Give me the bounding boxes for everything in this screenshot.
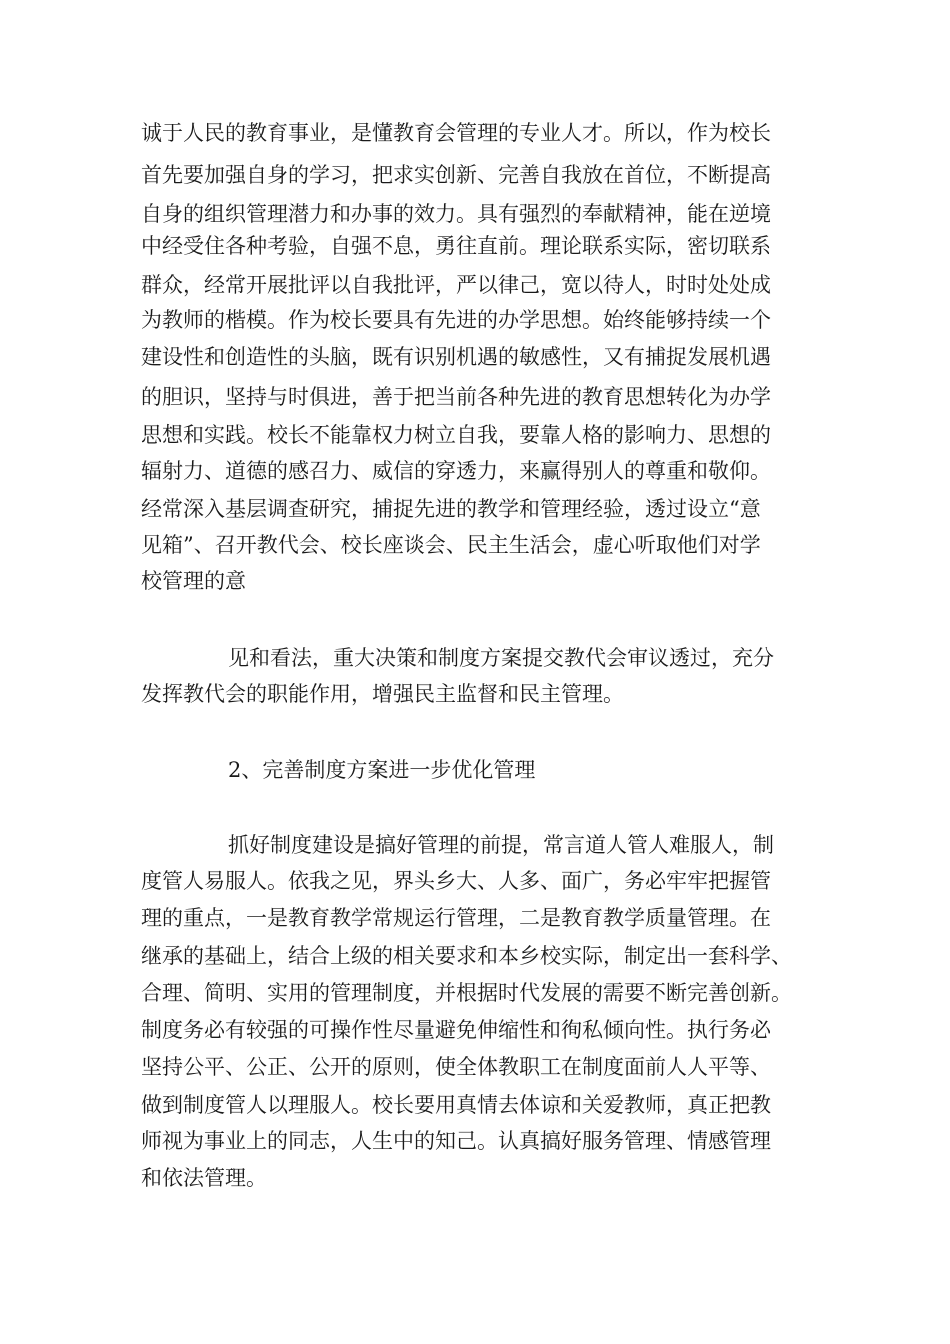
paragraph-line: 经常深入基层调查研究，捕捉先进的教学和管理经验，透过设立“意 bbox=[141, 497, 761, 521]
section-heading: 2、完善制度方案进一步优化管理 bbox=[228, 758, 536, 782]
paragraph-line: 为教师的楷模。作为校长要具有先进的办学思想。始终能够持续一个 bbox=[141, 308, 771, 332]
paragraph-line: 见箱”、召开教代会、校长座谈会、民主生活会，虚心听取他们对学 bbox=[141, 533, 761, 557]
paragraph-line: 合理、简明、实用的管理制度，并根据时代发展的需要不断完善创新。 bbox=[141, 981, 792, 1005]
paragraph-line: 建设性和创造性的头脑，既有识别机遇的敏感性，又有捕捉发展机遇 bbox=[141, 345, 771, 369]
paragraph-line: 首先要加强自身的学习，把求实创新、完善自我放在首位，不断提高 bbox=[141, 163, 771, 187]
paragraph-line: 辐射力、道德的感召力、威信的穿透力，来赢得别人的尊重和敬仰。 bbox=[141, 459, 771, 483]
paragraph-line: 中经受住各种考验，自强不息，勇往直前。理论联系实际，密切联系 bbox=[141, 234, 771, 258]
paragraph-line: 坚持公平、公正、公开的原则，使全体教职工在制度面前人人平等、 bbox=[141, 1055, 771, 1079]
paragraph-line: 理的重点，一是教育教学常规运行管理，二是教育教学质量管理。在 bbox=[141, 906, 771, 930]
paragraph-line: 校管理的意 bbox=[141, 569, 246, 593]
paragraph-line: 的胆识，坚持与时俱进，善于把当前各种先进的教育思想转化为办学 bbox=[141, 385, 771, 409]
paragraph-line: 自身的组织管理潜力和办事的效力。具有强烈的奉献精神，能在逆境 bbox=[141, 202, 771, 226]
paragraph-line: 度管人易服人。依我之见，界头乡大、人多、面广，务必牢牢把握管 bbox=[141, 869, 771, 893]
paragraph-line: 制度务必有较强的可操作性尽量避免伸缩性和徇私倾向性。执行务必 bbox=[141, 1018, 771, 1042]
paragraph-line: 和依法管理。 bbox=[141, 1166, 267, 1190]
paragraph-line: 师视为事业上的同志，人生中的知己。认真搞好服务管理、情感管理 bbox=[141, 1129, 771, 1153]
paragraph-line: 发挥教代会的职能作用，增强民主监督和民主管理。 bbox=[141, 682, 624, 706]
paragraph-line: 抓好制度建设是搞好管理的前提，常言道人管人难服人，制 bbox=[228, 833, 774, 857]
paragraph-line: 诚于人民的教育事业，是懂教育会管理的专业人才。所以，作为校长 bbox=[141, 121, 771, 145]
paragraph-line: 见和看法，重大决策和制度方案提交教代会审议透过，充分 bbox=[228, 646, 774, 670]
paragraph-line: 群众，经常开展批评以自我批评，严以律己，宽以待人，时时处处成 bbox=[141, 273, 771, 297]
paragraph-line: 继承的基础上，结合上级的相关要求和本乡校实际，制定出一套科学、 bbox=[141, 944, 792, 968]
paragraph-line: 做到制度管人以理服人。校长要用真情去体谅和关爱教师，真正把教 bbox=[141, 1093, 771, 1117]
paragraph-line: 思想和实践。校长不能靠权力树立自我，要靠人格的影响力、思想的 bbox=[141, 423, 771, 447]
